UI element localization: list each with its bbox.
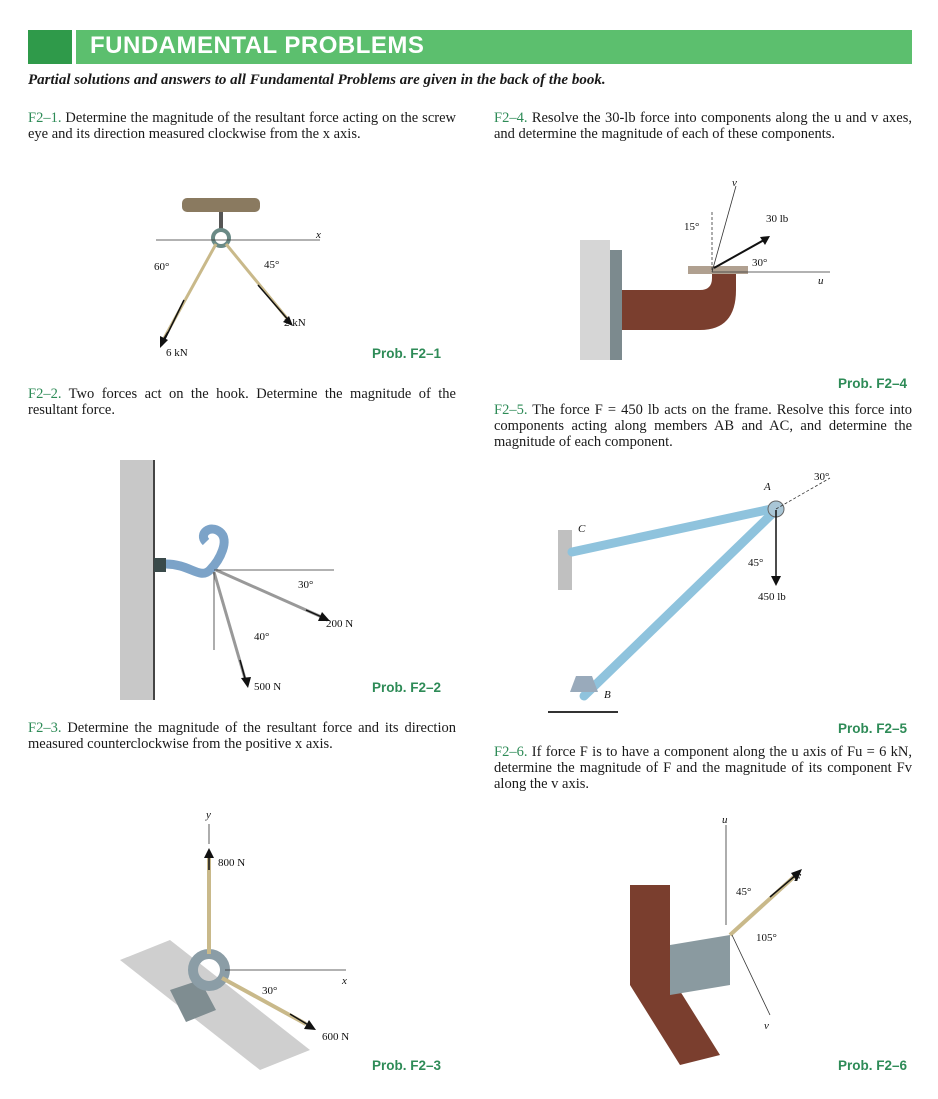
- problem-f2-1: [28, 110, 456, 142]
- force-label-down: 600 N: [322, 1031, 350, 1043]
- angle-label-a: 30°: [814, 471, 830, 483]
- caption-f2-2: Prob. F2–2: [372, 680, 442, 695]
- angle-label-b: 40°: [254, 631, 270, 643]
- axis-label-v: v: [764, 1020, 769, 1032]
- force-label: 30 lb: [766, 213, 789, 225]
- point-label-a: A: [764, 481, 771, 493]
- force-label-up: 800 N: [218, 857, 246, 869]
- angle-label-right: 45°: [264, 259, 280, 271]
- problem-f2-5: [494, 402, 912, 450]
- caption-f2-6: Prob. F2–6: [838, 1058, 908, 1073]
- problem-number: F2–3.: [28, 720, 62, 736]
- angle-label-left: 60°: [154, 261, 170, 273]
- angle-label-b: 105°: [756, 932, 777, 944]
- eye-bolt: [193, 954, 225, 986]
- banner-divider: [72, 30, 76, 64]
- problem-text: If force F is to have a component along the u axis of Fu = 6 kN, determine the magnitude of F and the magnitude of its component Fv along the v axis.: [494, 744, 913, 792]
- bracket: [622, 272, 736, 330]
- hook: [166, 529, 224, 573]
- problem-f2-3: [28, 720, 456, 752]
- member-ab: [584, 510, 776, 696]
- force-label: F: [794, 872, 802, 884]
- problem-text: The force F = 450 lb acts on the frame. Resolve this force into components acting along members AB and AC, and determine the magnitude of each component.: [494, 402, 912, 450]
- axis-label-x: x: [316, 229, 321, 241]
- force-label-left: 6 kN: [166, 347, 188, 359]
- axis-label-u: u: [722, 814, 728, 826]
- problem-f2-6: [494, 744, 912, 792]
- wall: [120, 460, 154, 700]
- problem-text: Resolve the 30-lb force into components along the u and v axes, and determine the magnitude of each of these components.: [494, 110, 913, 142]
- figure-f2-3: [110, 800, 370, 1080]
- axis-label-x: x: [342, 975, 347, 987]
- caption-f2-4: Prob. F2–4: [838, 376, 908, 391]
- wall: [580, 240, 610, 360]
- section-banner: [28, 30, 912, 64]
- axis-label-u: u: [818, 275, 824, 287]
- angle-label: 30°: [262, 985, 278, 997]
- angle-label-b: 30°: [752, 257, 768, 269]
- wall-support: [558, 530, 572, 590]
- point-label-b: B: [604, 689, 611, 701]
- angle-label-a: 30°: [298, 579, 314, 591]
- axis-label-v: v: [732, 177, 737, 189]
- problem-text: Determine the magnitude of the resultant force and its direction measured counterclockwise from the positive x axis.: [28, 720, 456, 752]
- axis-label-y: y: [206, 809, 211, 821]
- figure-f2-2: [120, 460, 380, 700]
- ceiling-plate: [182, 198, 260, 212]
- figure-f2-6: [610, 815, 830, 1065]
- problem-text: Two forces act on the hook. Determine the magnitude of the resultant force.: [28, 386, 456, 418]
- caption-f2-1: Prob. F2–1: [372, 346, 442, 361]
- caption-f2-5: Prob. F2–5: [838, 721, 908, 736]
- figure-f2-4: [580, 177, 840, 380]
- force-label-b: 500 N: [254, 681, 282, 693]
- angle-label-b: 45°: [748, 557, 764, 569]
- problem-text: Determine the magnitude of the resultant force acting on the screw eye and its direction measured clockwise from the x axis.: [28, 110, 456, 142]
- figure-f2-5: [548, 470, 868, 720]
- force-label-a: 200 N: [326, 618, 354, 630]
- gusset-plate: [670, 935, 730, 995]
- figure-f2-1: [140, 190, 340, 370]
- problem-number: F2–1.: [28, 110, 62, 126]
- banner-accent-block: [28, 30, 72, 64]
- force-label: 450 lb: [758, 591, 786, 603]
- problem-number: F2–6.: [494, 744, 528, 760]
- force-label-right: 2 kN: [284, 317, 306, 329]
- angle-label-a: 15°: [684, 221, 700, 233]
- caption-f2-3: Prob. F2–3: [372, 1058, 442, 1073]
- point-label-c: C: [578, 523, 586, 535]
- problem-number: F2–5.: [494, 402, 528, 418]
- page-subtitle: Partial solutions and answers to all Fundamental Problems are given in the back of the book.: [28, 72, 606, 88]
- problem-number: F2–2.: [28, 386, 62, 402]
- problem-f2-2: [28, 386, 456, 418]
- angle-label-a: 45°: [736, 886, 752, 898]
- problem-number: F2–4.: [494, 110, 528, 126]
- problem-f2-4: [494, 110, 912, 142]
- page-title: FUNDAMENTAL PROBLEMS: [90, 32, 425, 59]
